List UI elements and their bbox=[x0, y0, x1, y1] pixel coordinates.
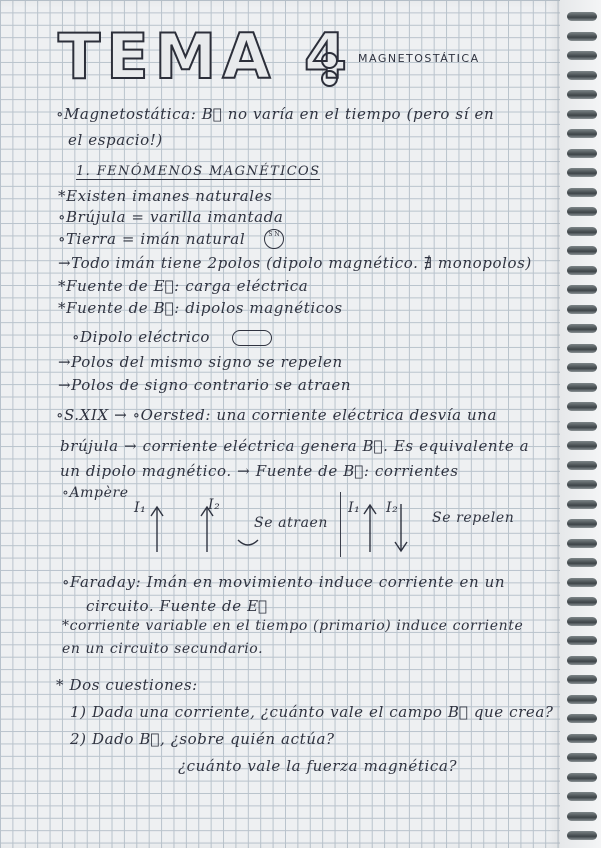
note-line: *Fuente de B⃗: dipolos magnéticos bbox=[58, 299, 343, 317]
note-line: →Todo imán tiene 2polos (dipolo magnético. ∄ monopolos) bbox=[58, 254, 532, 272]
note-line: el espacio!) bbox=[68, 131, 163, 149]
current-label: I₂ bbox=[208, 497, 221, 513]
spiral-ring bbox=[567, 402, 597, 411]
spiral-ring bbox=[567, 656, 597, 665]
spiral-ring bbox=[567, 812, 597, 821]
spiral-ring bbox=[567, 71, 597, 80]
spiral-ring bbox=[567, 539, 597, 548]
spiral-ring bbox=[567, 168, 597, 177]
earth-magnet-icon: S N bbox=[264, 229, 284, 249]
spiral-ring bbox=[567, 480, 597, 489]
spiral-ring bbox=[567, 500, 597, 509]
spiral-ring bbox=[567, 714, 597, 723]
spiral-ring bbox=[567, 383, 597, 392]
note-line: →Polos del mismo signo se repelen bbox=[58, 353, 343, 371]
note-line: en un circuito secundario. bbox=[62, 641, 264, 657]
note-line: *Existen imanes naturales bbox=[58, 187, 273, 205]
note-line: *corriente variable en el tiempo (primario) induce corriente bbox=[62, 618, 524, 634]
spiral-ring bbox=[567, 90, 597, 99]
note-line: ∘Magnetostática: B⃗ no varía en el tiempo (pero sí en bbox=[56, 105, 495, 123]
spiral-ring bbox=[567, 441, 597, 450]
spiral-ring bbox=[567, 227, 597, 236]
section-heading: 1. FENÓMENOS MAGNÉTICOS bbox=[76, 164, 321, 179]
spiral-ring bbox=[567, 578, 597, 587]
spiral-ring bbox=[567, 831, 597, 840]
note-line: ∘Dipolo eléctrico bbox=[72, 328, 210, 346]
page-title: TEMA 4 bbox=[58, 20, 354, 93]
question-line: ¿cuánto vale la fuerza magnética? bbox=[178, 757, 458, 775]
question-line: 1) Dada una corriente, ¿cuánto vale el campo B⃗ que crea? bbox=[70, 703, 554, 721]
spiral-ring bbox=[567, 792, 597, 801]
note-line: →Polos de signo contrario se atraen bbox=[58, 376, 352, 394]
repel-label: Se repelen bbox=[432, 510, 515, 526]
spiral-ring bbox=[567, 12, 597, 21]
spiral-ring bbox=[567, 207, 597, 216]
spiral-ring bbox=[567, 32, 597, 41]
spiral-ring bbox=[567, 285, 597, 294]
note-line: ∘Tierra = imán natural bbox=[58, 230, 246, 248]
spiral-ring bbox=[567, 519, 597, 528]
current-label: I₂ bbox=[386, 500, 399, 516]
note-line: ∘Faraday: Imán en movimiento induce corriente en un bbox=[62, 573, 506, 591]
spiral-ring bbox=[567, 675, 597, 684]
current-label: I₁ bbox=[348, 500, 361, 516]
ampere-label: ∘Ampère bbox=[62, 485, 129, 501]
spiral-ring bbox=[567, 773, 597, 782]
note-line: ∘S.XIX → ∘Oersted: una corriente eléctrica desvía una bbox=[56, 406, 498, 424]
current-label: I₁ bbox=[134, 500, 147, 516]
note-line: ∘Brújula = varilla imantada bbox=[58, 208, 284, 226]
attract-label: Se atraen bbox=[254, 515, 329, 531]
spiral-ring bbox=[567, 558, 597, 567]
spiral-ring bbox=[567, 149, 597, 158]
note-line: *Fuente de E⃗: carga eléctrica bbox=[58, 277, 309, 295]
spiral-ring bbox=[567, 734, 597, 743]
spiral-ring bbox=[567, 110, 597, 119]
spiral-ring bbox=[567, 617, 597, 626]
spiral-ring bbox=[567, 324, 597, 333]
spiral-ring bbox=[567, 636, 597, 645]
spiral-ring bbox=[567, 597, 597, 606]
spiral-ring bbox=[567, 305, 597, 314]
spiral-ring bbox=[567, 246, 597, 255]
spiral-ring bbox=[567, 51, 597, 60]
spiral-ring bbox=[567, 422, 597, 431]
spiral-ring bbox=[567, 363, 597, 372]
page-subtitle: MAGNETOSTÁTICA bbox=[358, 52, 480, 65]
question-line: 2) Dado B⃗, ¿sobre quién actúa? bbox=[70, 730, 335, 748]
spiral-ring bbox=[567, 129, 597, 138]
spiral-ring bbox=[567, 461, 597, 470]
spiral-ring bbox=[567, 753, 597, 762]
spiral-ring bbox=[567, 344, 597, 353]
spiral-ring bbox=[567, 188, 597, 197]
note-line: * Dos cuestiones: bbox=[56, 676, 198, 694]
spiral-binding bbox=[560, 0, 601, 848]
note-line: un dipolo magnético. → Fuente de B⃗: corrientes bbox=[60, 462, 459, 480]
spiral-ring bbox=[567, 266, 597, 275]
note-line: circuito. Fuente de E⃗ bbox=[86, 597, 268, 615]
spiral-ring bbox=[567, 695, 597, 704]
note-line: brújula → corriente eléctrica genera B⃗. Es equivalente a bbox=[60, 437, 530, 455]
